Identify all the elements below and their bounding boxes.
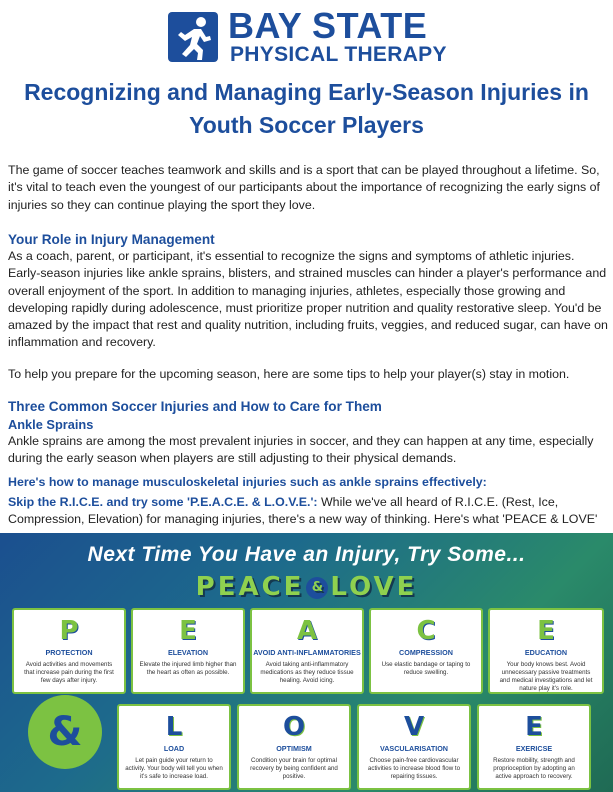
skip-rice-text: While we've all heard of R.I.C.E. (Rest, Ice, Compression, Elevation) for managing injuries, there's a new way of thinking. Here's what 'PEACE & LOVE' <box>8 495 598 527</box>
card-title: PROTECTION <box>45 648 93 657</box>
peace-love-wordmark <box>0 572 613 602</box>
card-description: Avoid taking anti-inflammatory medications as they reduce tissue healing. Avoid icing. <box>260 661 354 684</box>
card-elevation <box>131 608 245 694</box>
card-title: EDUCATION <box>524 648 568 657</box>
runner-icon <box>168 12 218 62</box>
skip-rice-label: Skip the R.I.C.E. and try some 'P.E.A.C.E. & L.O.V.E.': <box>8 495 318 509</box>
card-title: ELEVATION <box>167 648 209 657</box>
peace-word: PEACE <box>195 572 305 602</box>
card-title: AVOID ANTI-INFLAMMATORIES <box>253 648 361 657</box>
title-line-2: Youth Soccer Players <box>189 112 424 138</box>
card-exercise <box>477 704 591 790</box>
header <box>0 0 613 70</box>
title-line-1: Recognizing and Managing Early-Season Injuries in <box>24 79 589 105</box>
card-title: LOAD <box>163 744 185 753</box>
card-description: Condition your brain for optimal recovery by being confident and positive. <box>250 757 338 780</box>
card-description: Your body knows best. Avoid unnecessary passive treatments and medical investigations and let nature play it's role. <box>499 661 593 692</box>
card-description: Restore mobility, strength and proprioception by adopting an active approach to recovery. <box>493 757 575 780</box>
ampersand-circle <box>28 695 102 769</box>
card-description: Use elastic bandage or taping to reduce swelling. <box>381 661 471 676</box>
injuries-heading: Three Common Soccer Injuries and How to Care for Them <box>8 399 382 414</box>
card-vascularisation <box>357 704 471 790</box>
ampersand-badge: & <box>306 577 328 599</box>
card-title: VASCULARISATION <box>379 744 448 753</box>
banner-title: Next Time You Have an Injury, Try Some... <box>87 543 526 566</box>
role-paragraph: As a coach, parent, or participant, it's essential to recognize the signs and symptoms of athletic injuries. Early-season injuries like ankle sprains, blisters, and strained muscles can hinder a player's performance and overall enjoyment of the sport. In addition to managing injuries, athletes, especially those growing and developing rapidly during adolescence, must prioritize proper nutrition and quality restorative sleep. You'd be amazed by the impact that rest and quality nutrition, including fruits, veggies, and reduced sugar, can have on inflammation and recovery. <box>8 249 608 350</box>
card-letter: V <box>403 712 425 742</box>
card-letter: E <box>179 616 197 646</box>
card-title: EXERICSE <box>515 744 553 753</box>
card-description: Elevate the injured limb higher than the heart as often as possible. <box>139 661 237 676</box>
page-title <box>0 76 613 142</box>
card-description: Choose pain-free cardiovascular activities to increase blood flow to repairing tissues. <box>367 757 461 780</box>
ankle-sprains-paragraph: Ankle sprains are among the most prevalent injuries in soccer, and they can happen at any time, especially during the early season when players are still adjusting to their physical demands. <box>8 434 594 466</box>
card-load <box>117 704 231 790</box>
manage-heading: Here's how to manage musculoskeletal injuries such as ankle sprains effectively: <box>8 475 487 489</box>
intro-paragraph: The game of soccer teaches teamwork and skills and is a sport that can be played throughout a lifetime. So, it's vital to teach even the youngest of our participants about the importance of recognizing the early signs of injuries so they can continue playing the sport they love. <box>8 163 600 212</box>
card-letter: A <box>296 616 318 646</box>
tips-paragraph: To help you prepare for the upcoming season, here are some tips to help your player(s) stay in motion. <box>8 367 570 381</box>
card-compression <box>369 608 483 694</box>
card-description: Let pain guide your return to activity. Your body will tell you when it's safe to increase load. <box>125 757 223 780</box>
card-protection <box>12 608 126 694</box>
card-letter: E <box>525 712 543 742</box>
love-word: LOVE <box>330 572 418 602</box>
ampersand-glyph: & <box>47 709 83 755</box>
role-heading: Your Role in Injury Management <box>8 232 215 247</box>
card-optimism <box>237 704 351 790</box>
card-avoid-anti-inflammatories <box>250 608 364 694</box>
ankle-sprains-heading: Ankle Sprains <box>8 417 94 432</box>
card-title: OPTIMISM <box>276 744 312 753</box>
card-description: Avoid activities and movements that increase pain during the first few days after injury. <box>24 661 114 684</box>
card-title: COMPRESSION <box>399 648 453 657</box>
card-letter: E <box>537 616 555 646</box>
logo-name: BAY STATE <box>228 5 428 46</box>
logo-subtitle: PHYSICAL THERAPY <box>230 43 447 66</box>
card-letter: O <box>282 712 306 742</box>
card-education <box>488 608 604 694</box>
card-letter: P <box>59 616 79 646</box>
card-letter: L <box>165 712 183 742</box>
card-letter: C <box>416 616 436 646</box>
